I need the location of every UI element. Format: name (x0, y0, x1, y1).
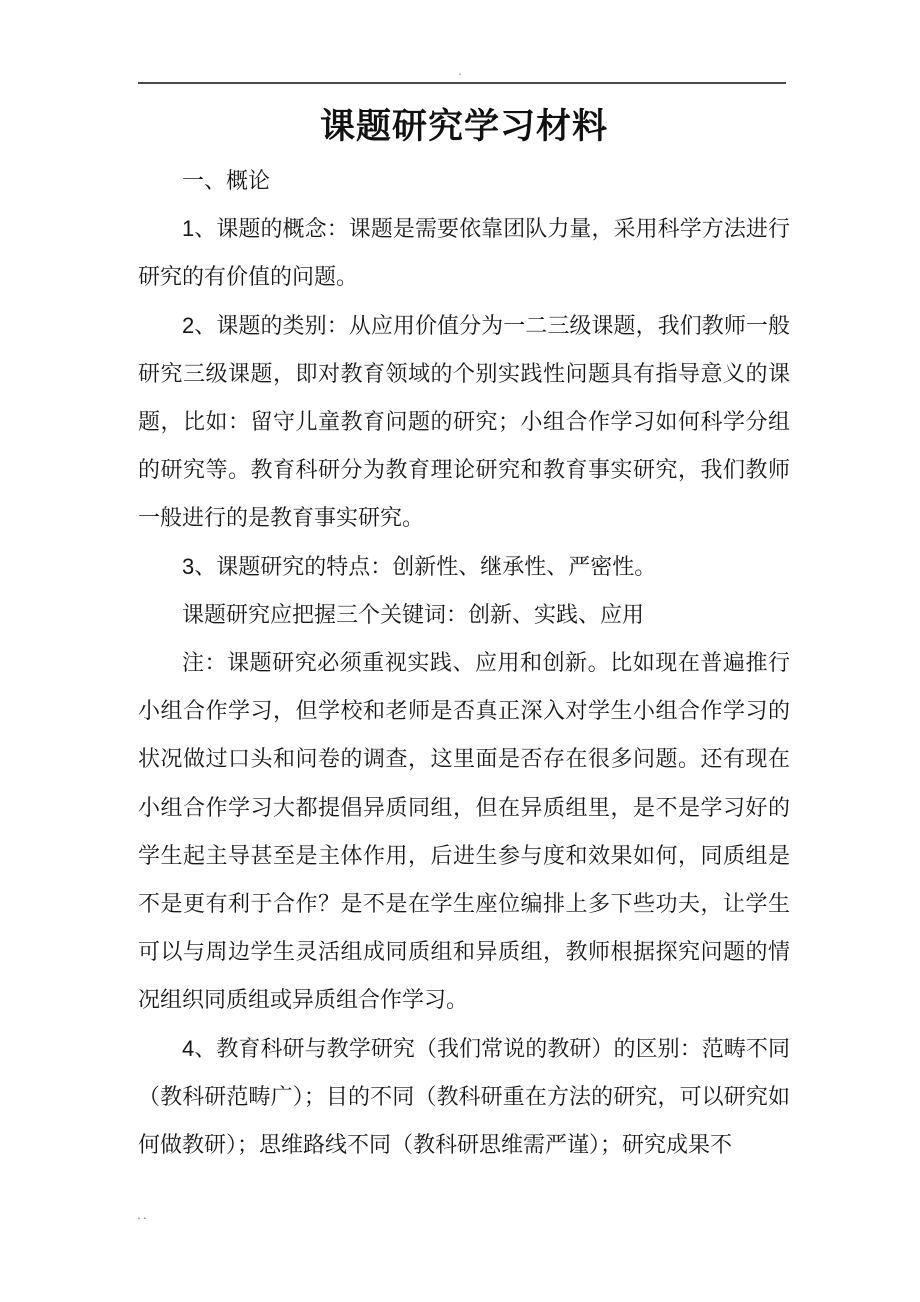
footer-dots-mark: .. (137, 1206, 149, 1222)
paragraph-topic-concept: 1、课题的概念：课题是需要依靠团队力量，采用科学方法进行研究的有价值的问题。 (138, 216, 790, 290)
paragraph-topic-categories: 2、课题的类别：从应用价值分为一二三级课题，我们教师一般研究三级课题，即对教育领域的个别实践性问题具有指导意义的课题，比如：留守儿童教育问题的研究；小组合作学习如何科学分组的研究等。教育科研分为教育理论研究和教育事实研究，我们教师一般进行的是教育事实研究。 (138, 312, 790, 531)
paragraph-three-keywords: 课题研究应把握三个关键词：创新、实践、应用 (182, 601, 645, 627)
document-title: 课题研究学习材料 (319, 107, 608, 146)
header-dot-mark: . (458, 62, 462, 78)
paragraph-note: 注：课题研究必须重视实践、应用和创新。比如现在普遍推行小组合作学习，但学校和老师是否真正深入对学生小组合作学习的状况做过口头和问卷的调查，这里面是否存在很多问题。还有现在小组合作学习大都提倡异质同组，但在异质组里，是不是学习好的学生起主导甚至是主体作用，后进生参与度和效果如何，同质组是不是更有利于合作？是不是在学生座位编排上多下些功夫，让学生可以与周边学生灵活组成同质组和异质组，教师根据探究问题的情况组织同质组或异质组合作学习。 (138, 650, 790, 1013)
header-rule (138, 82, 786, 84)
document-body (138, 157, 790, 1169)
document-content (138, 96, 790, 1169)
paragraph-section-heading: 一、概论 (182, 168, 271, 193)
paragraph-research-characteristics: 3、课题研究的特点：创新性、继承性、严密性。 (182, 553, 657, 579)
paragraph-research-vs-teaching: 4、教育科研与教学研究（我们常说的教研）的区别：范畴不同（教科研范畴广）；目的不同（教科研重在方法的研究，可以研究如何做教研）；思维路线不同（教科研思维需严谨）；研究成果不 (138, 1035, 790, 1158)
